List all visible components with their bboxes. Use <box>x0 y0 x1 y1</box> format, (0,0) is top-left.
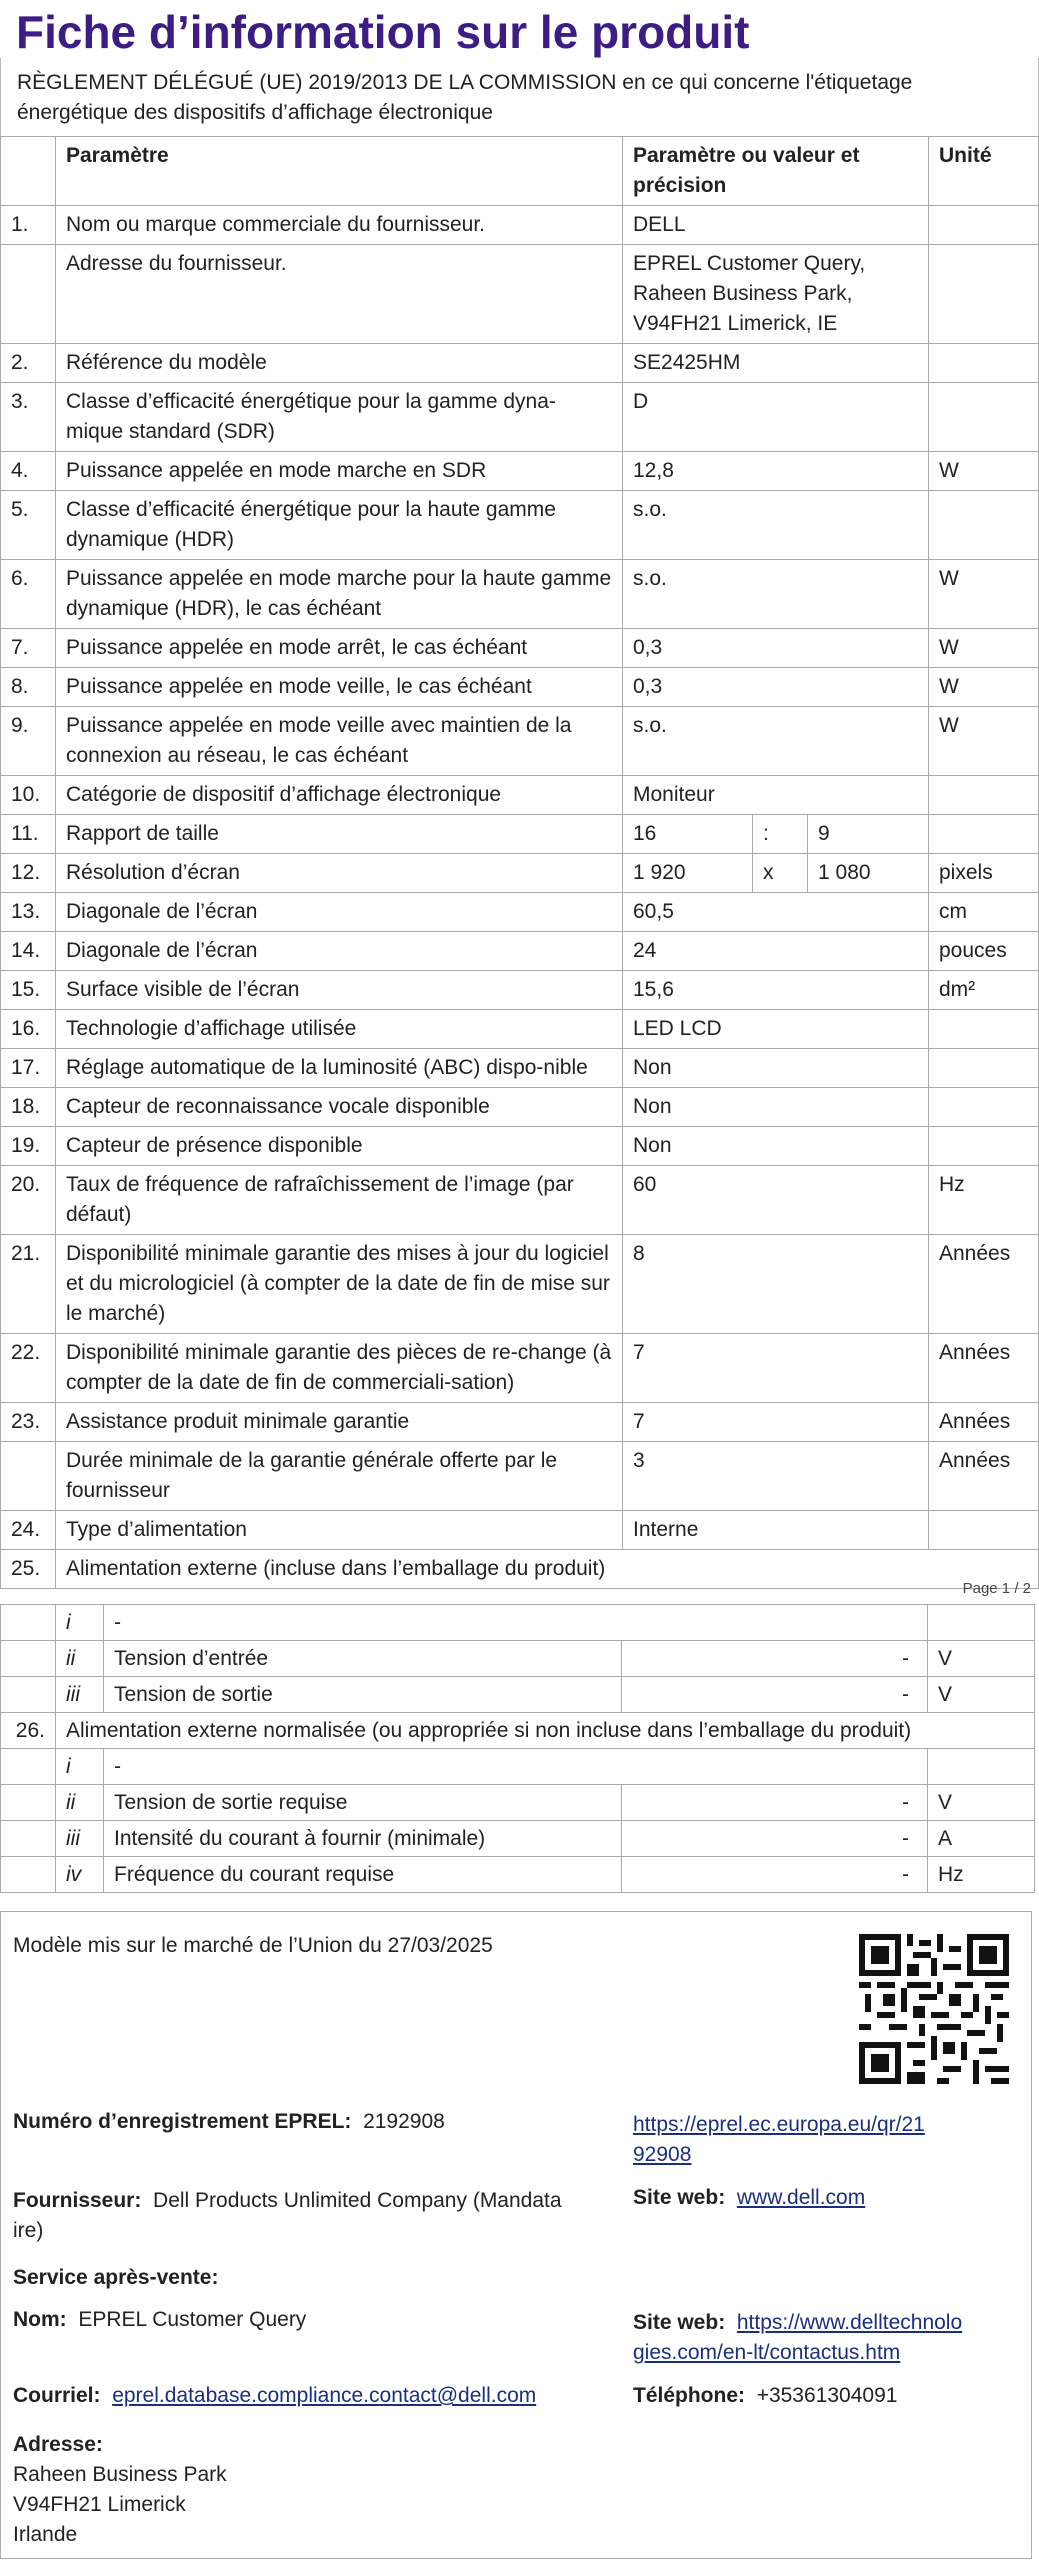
page-title: Fiche d’information sur le produit <box>16 6 750 58</box>
contact-phone: Téléphone: +35361304091 <box>633 2384 898 2407</box>
eprel-number: Numéro d’enregistrement EPREL: 2192908 <box>13 2110 445 2133</box>
dell-website-link[interactable]: www.dell.com <box>736 2186 866 2209</box>
table-row: 23. Assistance produit minimale garantie 7 Années <box>1 1403 1039 1442</box>
table-row: iii Tension de sortie - V <box>1 1677 1035 1713</box>
table-row: 6. Puissance appelée en mode marche pour la haute gamme dynamique (HDR), le cas échéant s.o. W <box>1 560 1039 629</box>
table-row: 1. Nom ou marque commerciale du fournisseur. DELL <box>1 206 1039 245</box>
parameters-table <box>0 136 1039 1589</box>
header-value: Paramètre ou valeur et précision <box>623 137 929 206</box>
table-row: i - <box>1 1749 1035 1785</box>
table-row: 26. Alimentation externe normalisée (ou appropriée si non incluse dans l’emballage du produit) <box>1 1713 1035 1749</box>
table-row: 7. Puissance appelée en mode arrêt, le cas échéant 0,3 W <box>1 629 1039 668</box>
table-row: ii Tension d’entrée - V <box>1 1641 1035 1677</box>
table-row: 20. Taux de fréquence de rafraîchissement de l’image (par défaut) 60 Hz <box>1 1166 1039 1235</box>
table-row: 17. Réglage automatique de la luminosité (ABC) dispo-nible Non <box>1 1049 1039 1088</box>
table-row: iv Fréquence du courant requise - Hz <box>1 1857 1035 1893</box>
service-website: Site web: https://www.delltechnolo gies.com/en-lt/contactus.htm <box>633 2311 963 2364</box>
table-row: 19. Capteur de présence disponible Non <box>1 1127 1039 1166</box>
page-number: Page 1 / 2 <box>962 1580 1031 1597</box>
table-row: 21. Disponibilité minimale garantie des mises à jour du logiciel et du micrologiciel (à compter de la date de fin de mise sur le marché) 8 Années <box>1 1235 1039 1334</box>
table-row: Adresse du fournisseur. EPREL Customer Query, Raheen Business Park, V94FH21 Limerick, IE <box>1 245 1039 344</box>
table-row: 12. Résolution d’écran 1 920 x 1 080 pixels <box>1 854 1039 893</box>
table-row: 11. Rapport de taille 16 : 9 <box>1 815 1039 854</box>
table-row: 16. Technologie d’affichage utilisée LED LCD <box>1 1010 1039 1049</box>
power-supply-subtable <box>0 1604 1035 1893</box>
table-row: 14. Diagonale de l’écran 24 pouces <box>1 932 1039 971</box>
eprel-url-line1[interactable]: https://eprel.ec.europa.eu/qr/21 <box>633 2113 925 2136</box>
eprel-link[interactable] <box>633 2110 925 2170</box>
table-row: 8. Puissance appelée en mode veille, le cas échéant 0,3 W <box>1 668 1039 707</box>
table-row: 9. Puissance appelée en mode veille avec maintien de la connexion au réseau, le cas échéant s.o. W <box>1 707 1039 776</box>
supplier: Fournisseur: Dell Products Unlimited Company (Mandata ire) <box>13 2189 562 2242</box>
eprel-info-card <box>0 1911 1032 2559</box>
table-row: 18. Capteur de reconnaissance vocale disponible Non <box>1 1088 1039 1127</box>
table-row: 2. Référence du modèle SE2425HM <box>1 344 1039 383</box>
table-row: 15. Surface visible de l’écran 15,6 dm² <box>1 971 1039 1010</box>
header-unit: Unité <box>929 137 1039 206</box>
table-row: 25. Alimentation externe (incluse dans l’emballage du produit) <box>1 1550 1039 1589</box>
eprel-url-line2[interactable]: 92908 <box>633 2143 692 2166</box>
table-row: Durée minimale de la garantie générale offerte par le fournisseur 3 Années <box>1 1442 1039 1511</box>
table-row: 4. Puissance appelée en mode marche en SDR 12,8 W <box>1 452 1039 491</box>
table-row: 3. Classe d’efficacité énergétique pour la gamme dyna-mique standard (SDR) D <box>1 383 1039 452</box>
service-url-line1[interactable]: https://www.delltechnolo <box>736 2311 963 2334</box>
email-link[interactable]: eprel.database.compliance.contact@dell.com <box>112 2384 537 2407</box>
table-row: i - <box>1 1605 1035 1641</box>
contact-email: Courriel: eprel.database.compliance.contact@dell.com <box>13 2384 537 2407</box>
aftersales-heading: Service après-vente: <box>13 2266 219 2289</box>
qr-code-icon[interactable] <box>859 1934 1009 2084</box>
table-row: 24. Type d’alimentation Interne <box>1 1511 1039 1550</box>
table-row: 13. Diagonale de l’écran 60,5 cm <box>1 893 1039 932</box>
header-parameter: Paramètre <box>56 137 623 206</box>
supplier-website: Site web: www.dell.com <box>633 2186 866 2209</box>
table-header-row <box>1 137 1039 206</box>
table-row: 22. Disponibilité minimale garantie des pièces de re-change (à compter de la date de fin de commerciali-sation) 7 Années <box>1 1334 1039 1403</box>
contact-address: Adresse: Raheen Business Park V94FH21 Limerick Irlande <box>13 2433 227 2546</box>
service-url-line2[interactable]: gies.com/en-lt/contactus.htm <box>633 2341 901 2364</box>
contact-name: Nom: EPREL Customer Query <box>13 2308 307 2331</box>
table-row: ii Tension de sortie requise - V <box>1 1785 1035 1821</box>
regulation-subtitle: RÈGLEMENT DÉLÉGUÉ (UE) 2019/2013 DE LA COMMISSION en ce qui concerne l'étiquetage énergétique des dispositifs d’affichage électronique <box>0 58 1039 136</box>
model-date: Modèle mis sur le marché de l’Union du 27/03/2025 <box>13 1934 493 1957</box>
table-row: iii Intensité du courant à fournir (minimale) - A <box>1 1821 1035 1857</box>
table-row: 5. Classe d’efficacité énergétique pour la haute gamme dynamique (HDR) s.o. <box>1 491 1039 560</box>
table-row: 10. Catégorie de dispositif d’affichage électronique Moniteur <box>1 776 1039 815</box>
